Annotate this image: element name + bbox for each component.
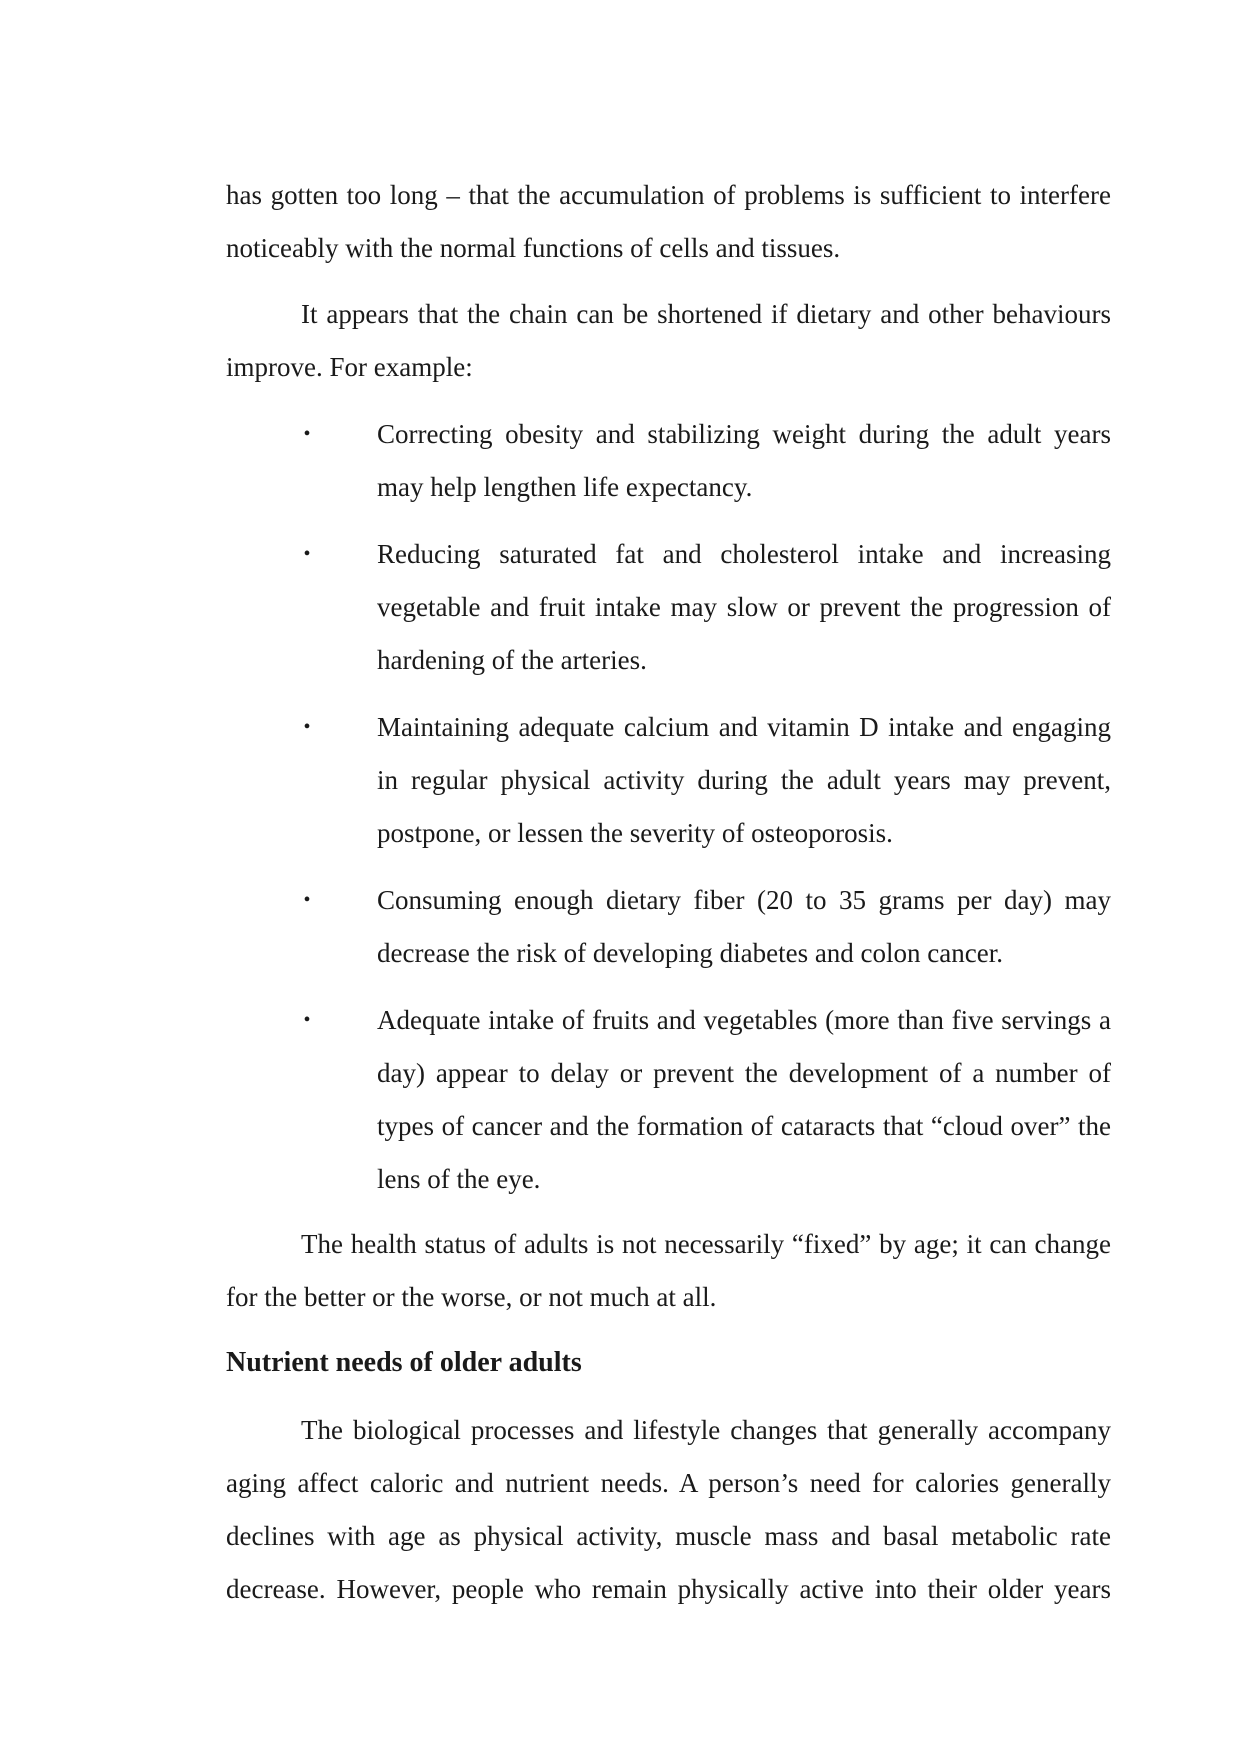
bullet-3-line-2: in regular physical activity during the adult years may prevent, — [377, 765, 1111, 795]
bullet-4-marker: • — [303, 889, 311, 911]
paragraph-3-line-2: for the better or the worse, or not much at all. — [226, 1282, 717, 1312]
bullet-4-line-2: decrease the risk of developing diabetes and colon cancer. — [377, 938, 1003, 968]
bullet-2-line-3: hardening of the arteries. — [377, 645, 647, 675]
bullet-1-line-2: may help lengthen life expectancy. — [377, 472, 753, 502]
bullet-3-marker: • — [303, 716, 311, 738]
paragraph-1-line-1: has gotten too long – that the accumulation of problems is sufficient to interfere — [226, 180, 1111, 210]
bullet-1-line-1: Correcting obesity and stabilizing weight during the adult years — [377, 419, 1111, 449]
section-heading: Nutrient needs of older adults — [226, 1347, 582, 1378]
paragraph-4-line-1: The biological processes and lifestyle changes that generally accompany — [301, 1415, 1111, 1445]
bullet-5-line-2: day) appear to delay or prevent the development of a number of — [377, 1058, 1111, 1088]
paragraph-4-line-2: aging affect caloric and nutrient needs. A person’s need for calories generally — [226, 1468, 1111, 1498]
bullet-5-line-4: lens of the eye. — [377, 1164, 541, 1194]
bullet-3-line-3: postpone, or lessen the severity of osteoporosis. — [377, 818, 893, 848]
bullet-5-line-1: Adequate intake of fruits and vegetables (more than five servings a — [377, 1005, 1111, 1035]
bullet-1-marker: • — [303, 423, 311, 445]
paragraph-2-line-1: It appears that the chain can be shortened if dietary and other behaviours — [301, 299, 1111, 329]
paragraph-1-line-2: noticeably with the normal functions of cells and tissues. — [226, 233, 841, 263]
paragraph-2-line-2: improve. For example: — [226, 352, 473, 382]
bullet-2-line-2: vegetable and fruit intake may slow or prevent the progression of — [377, 592, 1111, 622]
paragraph-4-line-3: declines with age as physical activity, muscle mass and basal metabolic rate — [226, 1521, 1111, 1551]
bullet-5-marker: • — [303, 1009, 311, 1031]
bullet-2-line-1: Reducing saturated fat and cholesterol intake and increasing — [377, 539, 1111, 569]
bullet-4-line-1: Consuming enough dietary fiber (20 to 35 grams per day) may — [377, 885, 1111, 915]
bullet-5-line-3: types of cancer and the formation of cataracts that “cloud over” the — [377, 1111, 1111, 1141]
bullet-2-marker: • — [303, 543, 311, 565]
paragraph-4-line-4: decrease. However, people who remain physically active into their older years — [226, 1574, 1111, 1604]
bullet-3-line-1: Maintaining adequate calcium and vitamin D intake and engaging — [377, 712, 1111, 742]
paragraph-3-line-1: The health status of adults is not necessarily “fixed” by age; it can change — [301, 1229, 1111, 1259]
